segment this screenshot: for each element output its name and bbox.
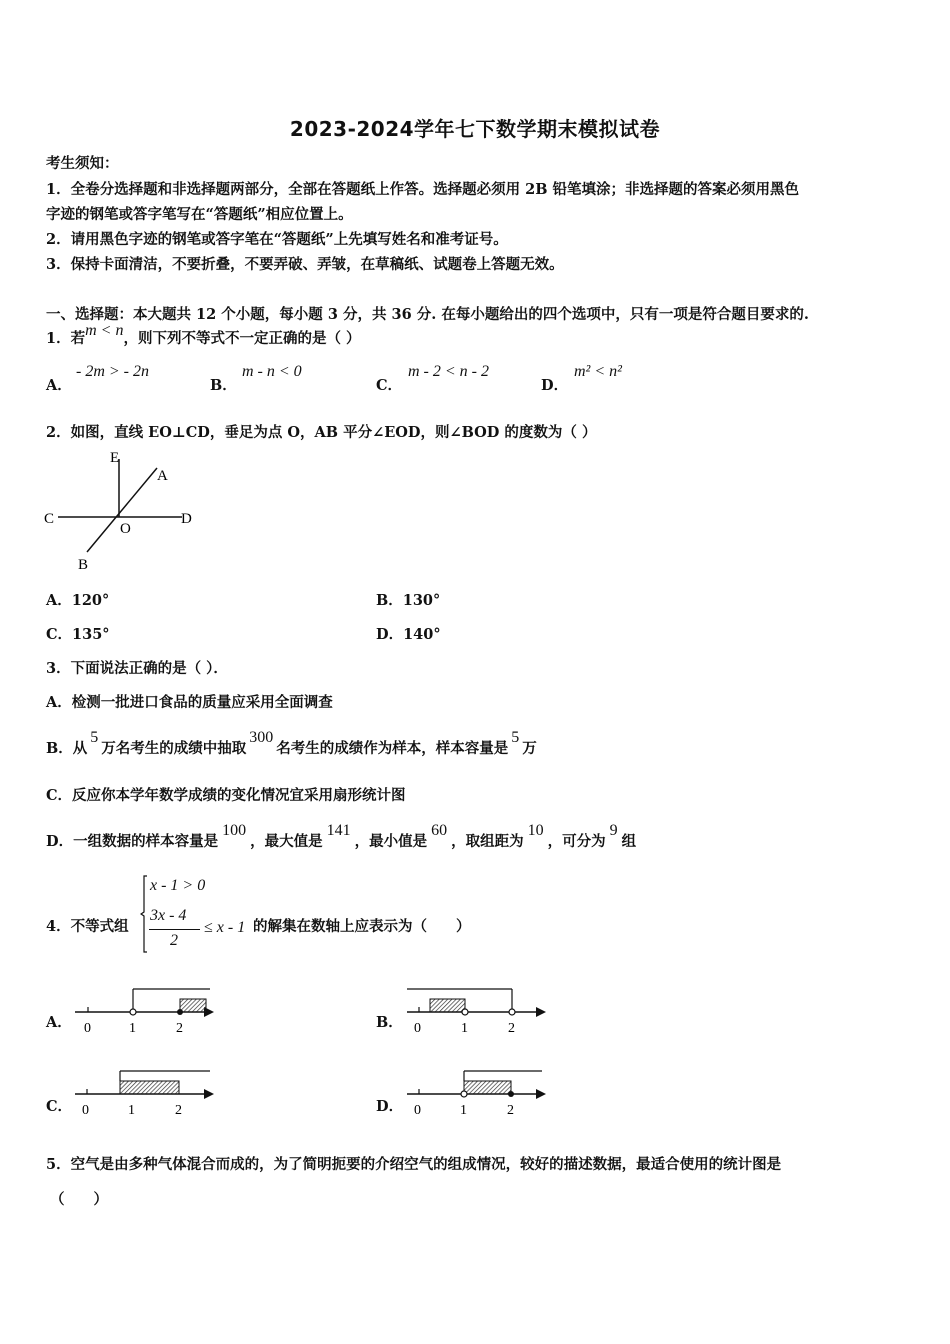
q4-ineq2-numerator: 3x - 4 <box>150 907 187 924</box>
q1-option-a: - 2m > - 2n <box>76 363 150 380</box>
q1-condition: m < n <box>85 322 124 339</box>
q4-ineq2-rest: ≤ x - 1 <box>204 919 246 936</box>
q1-option-c: m - 2 < n - 2 <box>408 363 490 380</box>
tick-0: 0 <box>414 1021 421 1036</box>
q4-stem-post: 的解集在数轴上应表示为（ ） <box>253 918 471 935</box>
q1-stem-pre: 1．若 <box>46 330 86 347</box>
notice-item-1: 1．全卷分选择题和非选择题两部分，全部在答题纸上作答。选择题必须用 2B 铅笔填涂；非选择题的答案必须用黑色 <box>46 181 800 198</box>
q4-system-brace <box>140 874 148 954</box>
q3-stem: 3．下面说法正确的是（ ）． <box>46 660 228 677</box>
q3-d-num-2: 141 <box>326 822 351 839</box>
q1-option-a-label: A． <box>46 377 72 394</box>
q3-option-c: C．反应你本学年数学成绩的变化情况宜采用扇形统计图 <box>46 787 406 804</box>
q5-stem: 5．空气是由多种气体混合而成的，为了简明扼要的介绍空气的组成情况，较好的描述数据，最适合使用的统计图是 <box>46 1156 782 1173</box>
q3-b-text-2: 万名考生的成绩中抽取 <box>101 740 247 757</box>
tick-1: 1 <box>129 1021 136 1036</box>
q4-numberline-c <box>70 1067 220 1122</box>
q3-d-text-5: ，可分为 <box>547 833 606 850</box>
q2-stem: 2．如图，直线 EO⊥CD，垂足为点 O，AB 平分∠EOD，则∠BOD 的度数为（ ） <box>46 424 597 441</box>
label-e: E <box>110 450 120 466</box>
q4-numberline-d <box>402 1067 552 1122</box>
q3-d-text-1: D．一组数据的样本容量是 <box>46 833 219 850</box>
q4-stem-pre: 4．不等式组 <box>46 918 129 935</box>
label-b: B <box>78 557 89 573</box>
q3-d-num-5: 9 <box>609 822 618 839</box>
notice-heading: 考生须知： <box>46 155 119 172</box>
q3-d-text-3: ，最小值是 <box>354 833 428 850</box>
notice-item-2: 2．请用黑色字迹的钢笔或答字笔在“答题纸”上先填写姓名和准考证号。 <box>46 231 508 248</box>
q1-option-b-label: B． <box>210 377 237 394</box>
q4-option-b-label: B． <box>376 1014 403 1031</box>
notice-item-1-cont: 字迹的钢笔或答字笔写在“答题纸”相应位置上。 <box>46 206 353 223</box>
tick-0: 0 <box>84 1021 91 1036</box>
section-heading: 一、选择题：本大题共 12 个小题，每小题 3 分，共 36 分. 在每小题给出的四个选项中，只有一项是符合题目要求的. <box>46 306 809 323</box>
tick-0: 0 <box>82 1103 89 1118</box>
label-o: O <box>120 521 131 537</box>
label-a: A <box>157 468 168 484</box>
q5-answer-bracket: （ ） <box>50 1191 108 1208</box>
tick-2: 2 <box>507 1103 514 1118</box>
label-d: D <box>181 511 192 527</box>
q3-option-b <box>46 729 537 758</box>
q4-inequality-1: x - 1 > 0 <box>150 877 206 894</box>
q3-d-text-4: ，取组距为 <box>451 833 524 850</box>
q3-b-text-3: 名考生的成绩作为样本，样本容量是 <box>276 740 509 757</box>
q4-option-c-label: C． <box>46 1098 73 1115</box>
q3-b-num-3: 5 <box>511 729 520 746</box>
q4-numberline-b <box>402 985 552 1040</box>
q2-option-a: A．120° <box>46 592 110 609</box>
q3-b-text-4: 万 <box>522 740 537 757</box>
q1-option-b: m - n < 0 <box>242 363 302 380</box>
q3-b-num-1: 5 <box>90 729 99 746</box>
q1-stem-post: ，则下列不等式不一定正确的是（ ） <box>123 330 361 347</box>
q3-b-num-2: 300 <box>249 729 274 746</box>
label-c: C <box>44 511 55 527</box>
q4-option-a-label: A． <box>46 1014 72 1031</box>
q2-option-c: C．135° <box>46 626 110 643</box>
q2-option-d: D．140° <box>376 626 441 643</box>
q3-d-num-1: 100 <box>222 822 247 839</box>
tick-1: 1 <box>128 1103 135 1118</box>
tick-0: 0 <box>414 1103 421 1118</box>
tick-2: 2 <box>176 1021 183 1036</box>
q3-d-num-3: 60 <box>431 822 448 839</box>
line-ab <box>87 468 157 552</box>
notice-item-3: 3．保持卡面清洁，不要折叠，不要弄破、弄皱，在草稿纸、试题卷上答题无效。 <box>46 256 564 273</box>
q3-d-num-4: 10 <box>527 822 544 839</box>
q4-ineq2-denominator: 2 <box>170 932 178 949</box>
q1-option-d-label: D． <box>541 377 569 394</box>
q3-option-d <box>46 822 637 851</box>
q4-option-d-label: D． <box>376 1098 404 1115</box>
q1-option-c-label: C． <box>376 377 403 394</box>
q3-d-text-6: 组 <box>621 833 637 850</box>
q1-option-d: m² < n² <box>574 363 622 380</box>
q3-b-text-1: B．从 <box>46 740 88 757</box>
q3-option-a: A．检测一批进口食品的质量应采用全面调查 <box>46 694 333 711</box>
q1-stem <box>46 322 361 348</box>
tick-1: 1 <box>461 1021 468 1036</box>
q2-option-b: B．130° <box>376 592 441 609</box>
q3-d-text-2: ，最大值是 <box>250 833 323 850</box>
q2-figure <box>40 448 200 573</box>
page-title: 2023-2024学年七下数学期末模拟试卷 <box>289 117 661 141</box>
tick-1: 1 <box>460 1103 467 1118</box>
q4-numberline-a <box>70 985 220 1040</box>
tick-2: 2 <box>175 1103 182 1118</box>
q4-fraction-bar <box>149 929 200 930</box>
tick-2: 2 <box>508 1021 515 1036</box>
